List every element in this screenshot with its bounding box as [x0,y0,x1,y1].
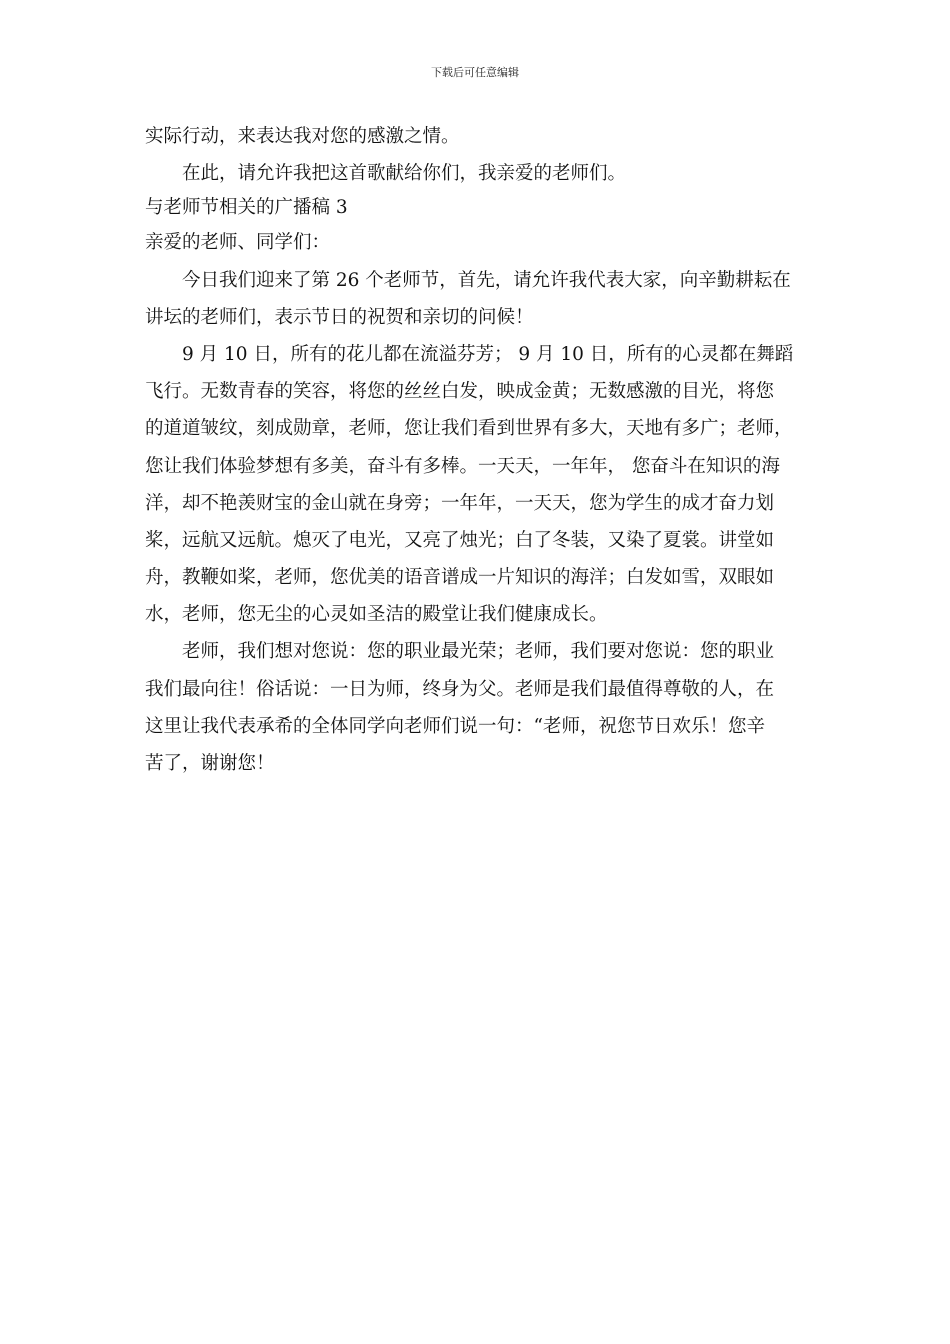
text-line: 飞行。无数青春的笑容，将您的丝丝白发，映成金黄；无数感激的目光，将您 [145,381,775,403]
text-line: 舟，教鞭如桨，老师，您优美的语音谱成一片知识的海洋；白发如雪，双眼如 [145,567,775,589]
text-line: 讲坛的老师们，表示节日的祝贺和亲切的问候！ [145,306,534,328]
salutation: 亲爱的老师、同学们： [145,232,331,254]
text-line: 我们最向往！俗话说：一日为师，终身为父。老师是我们最值得尊敬的人，在 [145,678,775,700]
text-line: 这里让我代表承希的全体同学向老师们说一句：“老师，祝您节日欢乐！您辛 [145,715,765,737]
document-body [145,118,810,782]
text-line: 实际行动，来表达我对您的感激之情。 [145,126,460,147]
text-line: 苦了，谢谢您！ [145,753,275,774]
text-line: 老师，我们想对您说：您的职业最光荣；老师，我们要对您说：您的职业 [182,641,775,663]
text-line: 桨，远航又远航。熄灭了电光，又亮了烛光；白了冬装，又染了夏裳。讲堂如 [145,529,775,551]
text-line: 在此，请允许我把这首歌献给你们，我亲爱的老师们。 [182,163,627,185]
text-line: 9 月 10 日，所有的花儿都在流溢芬芳； 9 月 10 日，所有的心灵都在舞蹈 [182,343,794,365]
text-line: 的道道皱纹，刻成勋章，老师，您让我们看到世界有多大，天地有多广；老师， [145,418,793,440]
page-header-note: 下载后可任意编辑 [431,66,519,79]
text-line: 洋，却不艳羡财宝的金山就在身旁；一年年，一天天，您为学生的成才奋力划 [145,492,775,514]
text-line: 水，老师，您无尘的心灵如圣洁的殿堂让我们健康成长。 [145,604,608,626]
text-line: 您让我们体验梦想有多美，奋斗有多棒。一天天，一年年， 您奋斗在知识的海 [145,455,780,477]
section-heading: 与老师节相关的广播稿 3 [145,197,348,219]
text-line: 今日我们迎来了第 26 个老师节，首先，请允许我代表大家，向辛勤耕耘在 [182,269,791,291]
